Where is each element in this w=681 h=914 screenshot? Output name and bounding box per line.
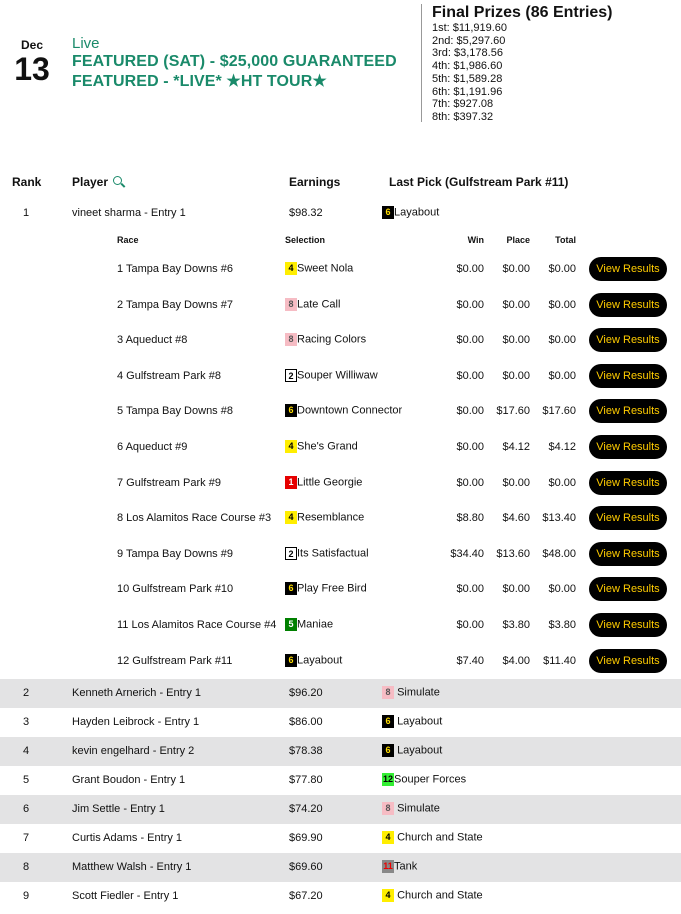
- prize-line: 8th: $397.32: [432, 110, 494, 123]
- race-total: $17.60: [542, 405, 576, 418]
- race-win: $0.00: [456, 619, 484, 631]
- race-name: 6 Aqueduct #9: [117, 441, 188, 453]
- saddle-cloth-badge: 4: [382, 889, 394, 902]
- horse-name: Church and State: [397, 831, 483, 844]
- race-place: $4.00: [502, 654, 530, 667]
- race-win: $0.00: [456, 334, 484, 347]
- event-date: [12, 38, 52, 87]
- race-total: $3.80: [548, 619, 576, 631]
- row-player[interactable]: Scott Fiedler - Entry 1: [72, 890, 179, 902]
- horse-name: Church and State: [397, 889, 483, 902]
- horse-name: Resemblance: [297, 511, 365, 524]
- column-header-player-label: Player: [72, 175, 109, 189]
- row-player[interactable]: vineet sharma - Entry 1: [72, 207, 186, 219]
- race-total: $0.00: [548, 334, 576, 347]
- prize-line: 6th: $1,191.96: [432, 85, 503, 98]
- saddle-cloth-badge: 4: [382, 831, 394, 844]
- subheader-race: Race: [117, 235, 139, 245]
- horse-name: Layabout: [297, 654, 343, 666]
- saddle-cloth-badge: 6: [382, 715, 394, 728]
- row-player[interactable]: Jim Settle - Entry 1: [72, 803, 165, 815]
- row-last-pick: [382, 686, 440, 699]
- row-earnings: $96.20: [289, 687, 323, 699]
- race-selection: [285, 333, 366, 346]
- race-total: $0.00: [548, 298, 576, 311]
- row-player[interactable]: Grant Boudon - Entry 1: [72, 774, 186, 786]
- prize-line: 2nd: $5,297.60: [432, 34, 506, 47]
- view-results-button[interactable]: View Results: [589, 542, 667, 566]
- race-name: 2 Tampa Bay Downs #7: [117, 298, 233, 311]
- race-place: $0.00: [502, 334, 530, 347]
- saddle-cloth-badge: 5: [285, 618, 297, 631]
- final-prizes: [421, 4, 613, 122]
- race-win: $0.00: [456, 583, 484, 596]
- row-last-pick: [382, 831, 483, 844]
- row-earnings: $69.60: [289, 861, 323, 873]
- date-day: 13: [14, 51, 50, 87]
- saddle-cloth-badge: 1: [285, 476, 297, 489]
- saddle-cloth-badge: 6: [382, 206, 394, 219]
- saddle-cloth-badge: 2: [285, 369, 297, 382]
- race-name: 12 Gulfstream Park #11: [117, 654, 233, 667]
- saddle-cloth-badge: 12: [382, 774, 393, 784]
- subheader-win: Win: [467, 235, 484, 245]
- row-rank: 4: [23, 745, 30, 757]
- race-win: $7.40: [456, 654, 484, 667]
- column-header-player: [72, 175, 122, 189]
- view-results-button[interactable]: View Results: [589, 471, 667, 495]
- race-name: 11 Los Alamitos Race Course #4: [117, 619, 277, 631]
- race-name: 7 Gulfstream Park #9: [117, 476, 221, 489]
- saddle-cloth-badge: 4: [285, 511, 297, 524]
- view-results-button[interactable]: View Results: [589, 257, 667, 281]
- view-results-button[interactable]: View Results: [589, 293, 667, 317]
- race-win: $0.00: [456, 405, 484, 418]
- row-earnings: $67.20: [289, 890, 323, 902]
- horse-name: Play Free Bird: [297, 582, 367, 595]
- view-results-button[interactable]: View Results: [589, 577, 667, 601]
- row-rank: 6: [23, 803, 30, 815]
- row-player[interactable]: Curtis Adams - Entry 1: [72, 832, 183, 844]
- race-place: $0.00: [502, 263, 530, 275]
- race-place: $4.60: [502, 512, 530, 525]
- horse-name: Late Call: [297, 298, 341, 310]
- row-player[interactable]: Matthew Walsh - Entry 1: [72, 861, 192, 873]
- title-line-1: FEATURED (SAT) - $25,000 GUARANTEED: [72, 53, 397, 70]
- race-selection: [285, 298, 340, 311]
- race-selection: [285, 404, 402, 417]
- race-selection: [285, 582, 367, 595]
- horse-name: Its Satisfactual: [297, 547, 369, 560]
- race-total: $13.40: [542, 512, 576, 525]
- race-total: $0.00: [548, 476, 576, 489]
- row-rank: 5: [23, 774, 30, 786]
- horse-name: Layabout: [397, 715, 443, 728]
- race-name: 3 Aqueduct #8: [117, 334, 188, 347]
- race-total: $4.12: [548, 441, 576, 453]
- column-header-earnings: Earnings: [289, 175, 341, 189]
- column-header-last-pick: Last Pick (Gulfstream Park #11): [389, 175, 569, 189]
- race-win: $34.40: [450, 547, 484, 560]
- race-place: $13.60: [496, 547, 530, 560]
- prize-line: 3rd: $3,178.56: [432, 47, 503, 60]
- race-place: $4.12: [502, 441, 530, 453]
- horse-name: Little Georgie: [297, 476, 363, 488]
- race-place: $0.00: [502, 476, 530, 489]
- horse-name: Layabout: [397, 744, 443, 757]
- horse-name: Layabout: [394, 206, 440, 219]
- row-last-pick: [382, 715, 442, 728]
- row-player[interactable]: Kenneth Arnerich - Entry 1: [72, 687, 202, 699]
- prize-line: 4th: $1,986.60: [432, 60, 503, 73]
- view-results-button[interactable]: View Results: [589, 328, 667, 352]
- subheader-selection: Selection: [285, 235, 326, 245]
- row-earnings: $78.38: [289, 745, 323, 757]
- saddle-cloth-badge: 6: [285, 582, 297, 595]
- subheader-place: Place: [506, 235, 530, 245]
- saddle-cloth-badge: 4: [285, 262, 297, 275]
- row-earnings: $86.00: [289, 716, 323, 728]
- title-line-2: FEATURED - *LIVE* ★HT TOUR★: [72, 73, 327, 90]
- saddle-cloth-badge: 6: [285, 404, 297, 417]
- view-results-button[interactable]: View Results: [589, 399, 667, 423]
- horse-name: Tank: [394, 860, 418, 873]
- saddle-cloth-badge: 8: [382, 686, 394, 699]
- column-header-rank: Rank: [12, 175, 42, 189]
- race-total: $11.40: [543, 654, 576, 667]
- prize-line: 1st: $11,919.60: [432, 22, 508, 34]
- race-selection: [285, 440, 358, 453]
- horse-name: She's Grand: [297, 440, 358, 453]
- saddle-cloth-badge: 11: [383, 861, 393, 871]
- row-rank: 2: [23, 687, 30, 699]
- live-status: Live: [72, 35, 100, 52]
- race-total: $0.00: [548, 369, 576, 382]
- row-player[interactable]: kevin engelhard - Entry 2: [72, 745, 195, 757]
- race-name: 9 Tampa Bay Downs #9: [117, 547, 233, 560]
- horse-name: Maniae: [297, 618, 334, 631]
- row-rank: 9: [23, 890, 30, 902]
- race-place: $3.80: [502, 619, 530, 631]
- horse-name: Racing Colors: [297, 333, 367, 346]
- row-rank: 8: [23, 861, 30, 873]
- subheader-total: Total: [555, 235, 576, 245]
- race-win: $0.00: [456, 476, 484, 489]
- race-selection: [285, 618, 333, 631]
- row-rank: 3: [23, 716, 30, 728]
- horse-name: Downtown Connector: [297, 404, 403, 417]
- row-earnings: $69.90: [289, 832, 323, 844]
- row-last-pick: [382, 802, 440, 815]
- prize-line: 5th: $1,589.28: [432, 72, 503, 85]
- prizes-heading: Final Prizes (86 Entries): [432, 4, 613, 21]
- row-rank: 7: [23, 832, 30, 844]
- race-selection: [285, 547, 369, 560]
- saddle-cloth-badge: 8: [382, 802, 394, 815]
- row-last-pick: [382, 860, 417, 873]
- race-place: $0.00: [502, 298, 530, 311]
- horse-name: Souper Williwaw: [297, 369, 378, 382]
- race-name: 5 Tampa Bay Downs #8: [117, 405, 233, 418]
- saddle-cloth-badge: 8: [285, 298, 297, 311]
- tournament-title: [72, 36, 397, 92]
- view-results-button[interactable]: View Results: [589, 649, 667, 673]
- saddle-cloth-badge: 4: [285, 440, 297, 453]
- race-win: $0.00: [456, 441, 484, 453]
- race-selection: [285, 511, 364, 524]
- row-player[interactable]: Hayden Leibrock - Entry 1: [72, 716, 200, 728]
- view-results-button[interactable]: View Results: [589, 364, 667, 388]
- race-total: $48.00: [542, 547, 576, 560]
- search-icon[interactable]: [113, 176, 122, 185]
- race-total: $0.00: [548, 263, 576, 275]
- race-selection: [285, 262, 353, 275]
- race-place: $0.00: [502, 583, 530, 596]
- horse-name: Sweet Nola: [297, 262, 354, 275]
- race-name: 1 Tampa Bay Downs #6: [117, 263, 233, 275]
- view-results-button[interactable]: View Results: [589, 435, 667, 459]
- race-total: $0.00: [548, 583, 576, 596]
- race-win: $0.00: [456, 263, 484, 275]
- saddle-cloth-badge: 8: [285, 333, 297, 346]
- row-earnings: $98.32: [289, 207, 323, 219]
- race-name: 10 Gulfstream Park #10: [117, 583, 234, 596]
- horse-name: Souper Forces: [394, 773, 467, 786]
- view-results-button[interactable]: View Results: [589, 613, 667, 637]
- horse-name: Simulate: [397, 686, 440, 699]
- race-place: $0.00: [502, 369, 530, 382]
- prize-line: 7th: $927.08: [432, 98, 494, 111]
- race-selection: [285, 476, 362, 489]
- race-selection: [285, 369, 378, 382]
- race-selection: [285, 654, 342, 667]
- race-win: $8.80: [456, 512, 484, 525]
- race-name: 4 Gulfstream Park #8: [117, 369, 221, 382]
- horse-name: Simulate: [397, 802, 440, 815]
- saddle-cloth-badge: 6: [285, 654, 297, 667]
- race-win: $0.00: [456, 298, 484, 311]
- saddle-cloth-badge: 6: [382, 744, 394, 757]
- row-earnings: $74.20: [289, 803, 323, 815]
- race-win: $0.00: [456, 369, 484, 382]
- row-last-pick: [382, 206, 439, 219]
- view-results-button[interactable]: View Results: [589, 506, 667, 530]
- row-last-pick: [382, 889, 483, 902]
- row-last-pick: [382, 773, 466, 786]
- saddle-cloth-badge: 2: [285, 547, 297, 560]
- row-earnings: $77.80: [289, 774, 323, 786]
- race-name: 8 Los Alamitos Race Course #3: [117, 512, 272, 525]
- race-place: $17.60: [496, 405, 530, 418]
- date-month: Dec: [20, 38, 43, 52]
- row-last-pick: [382, 744, 442, 757]
- row-rank: 1: [23, 207, 30, 219]
